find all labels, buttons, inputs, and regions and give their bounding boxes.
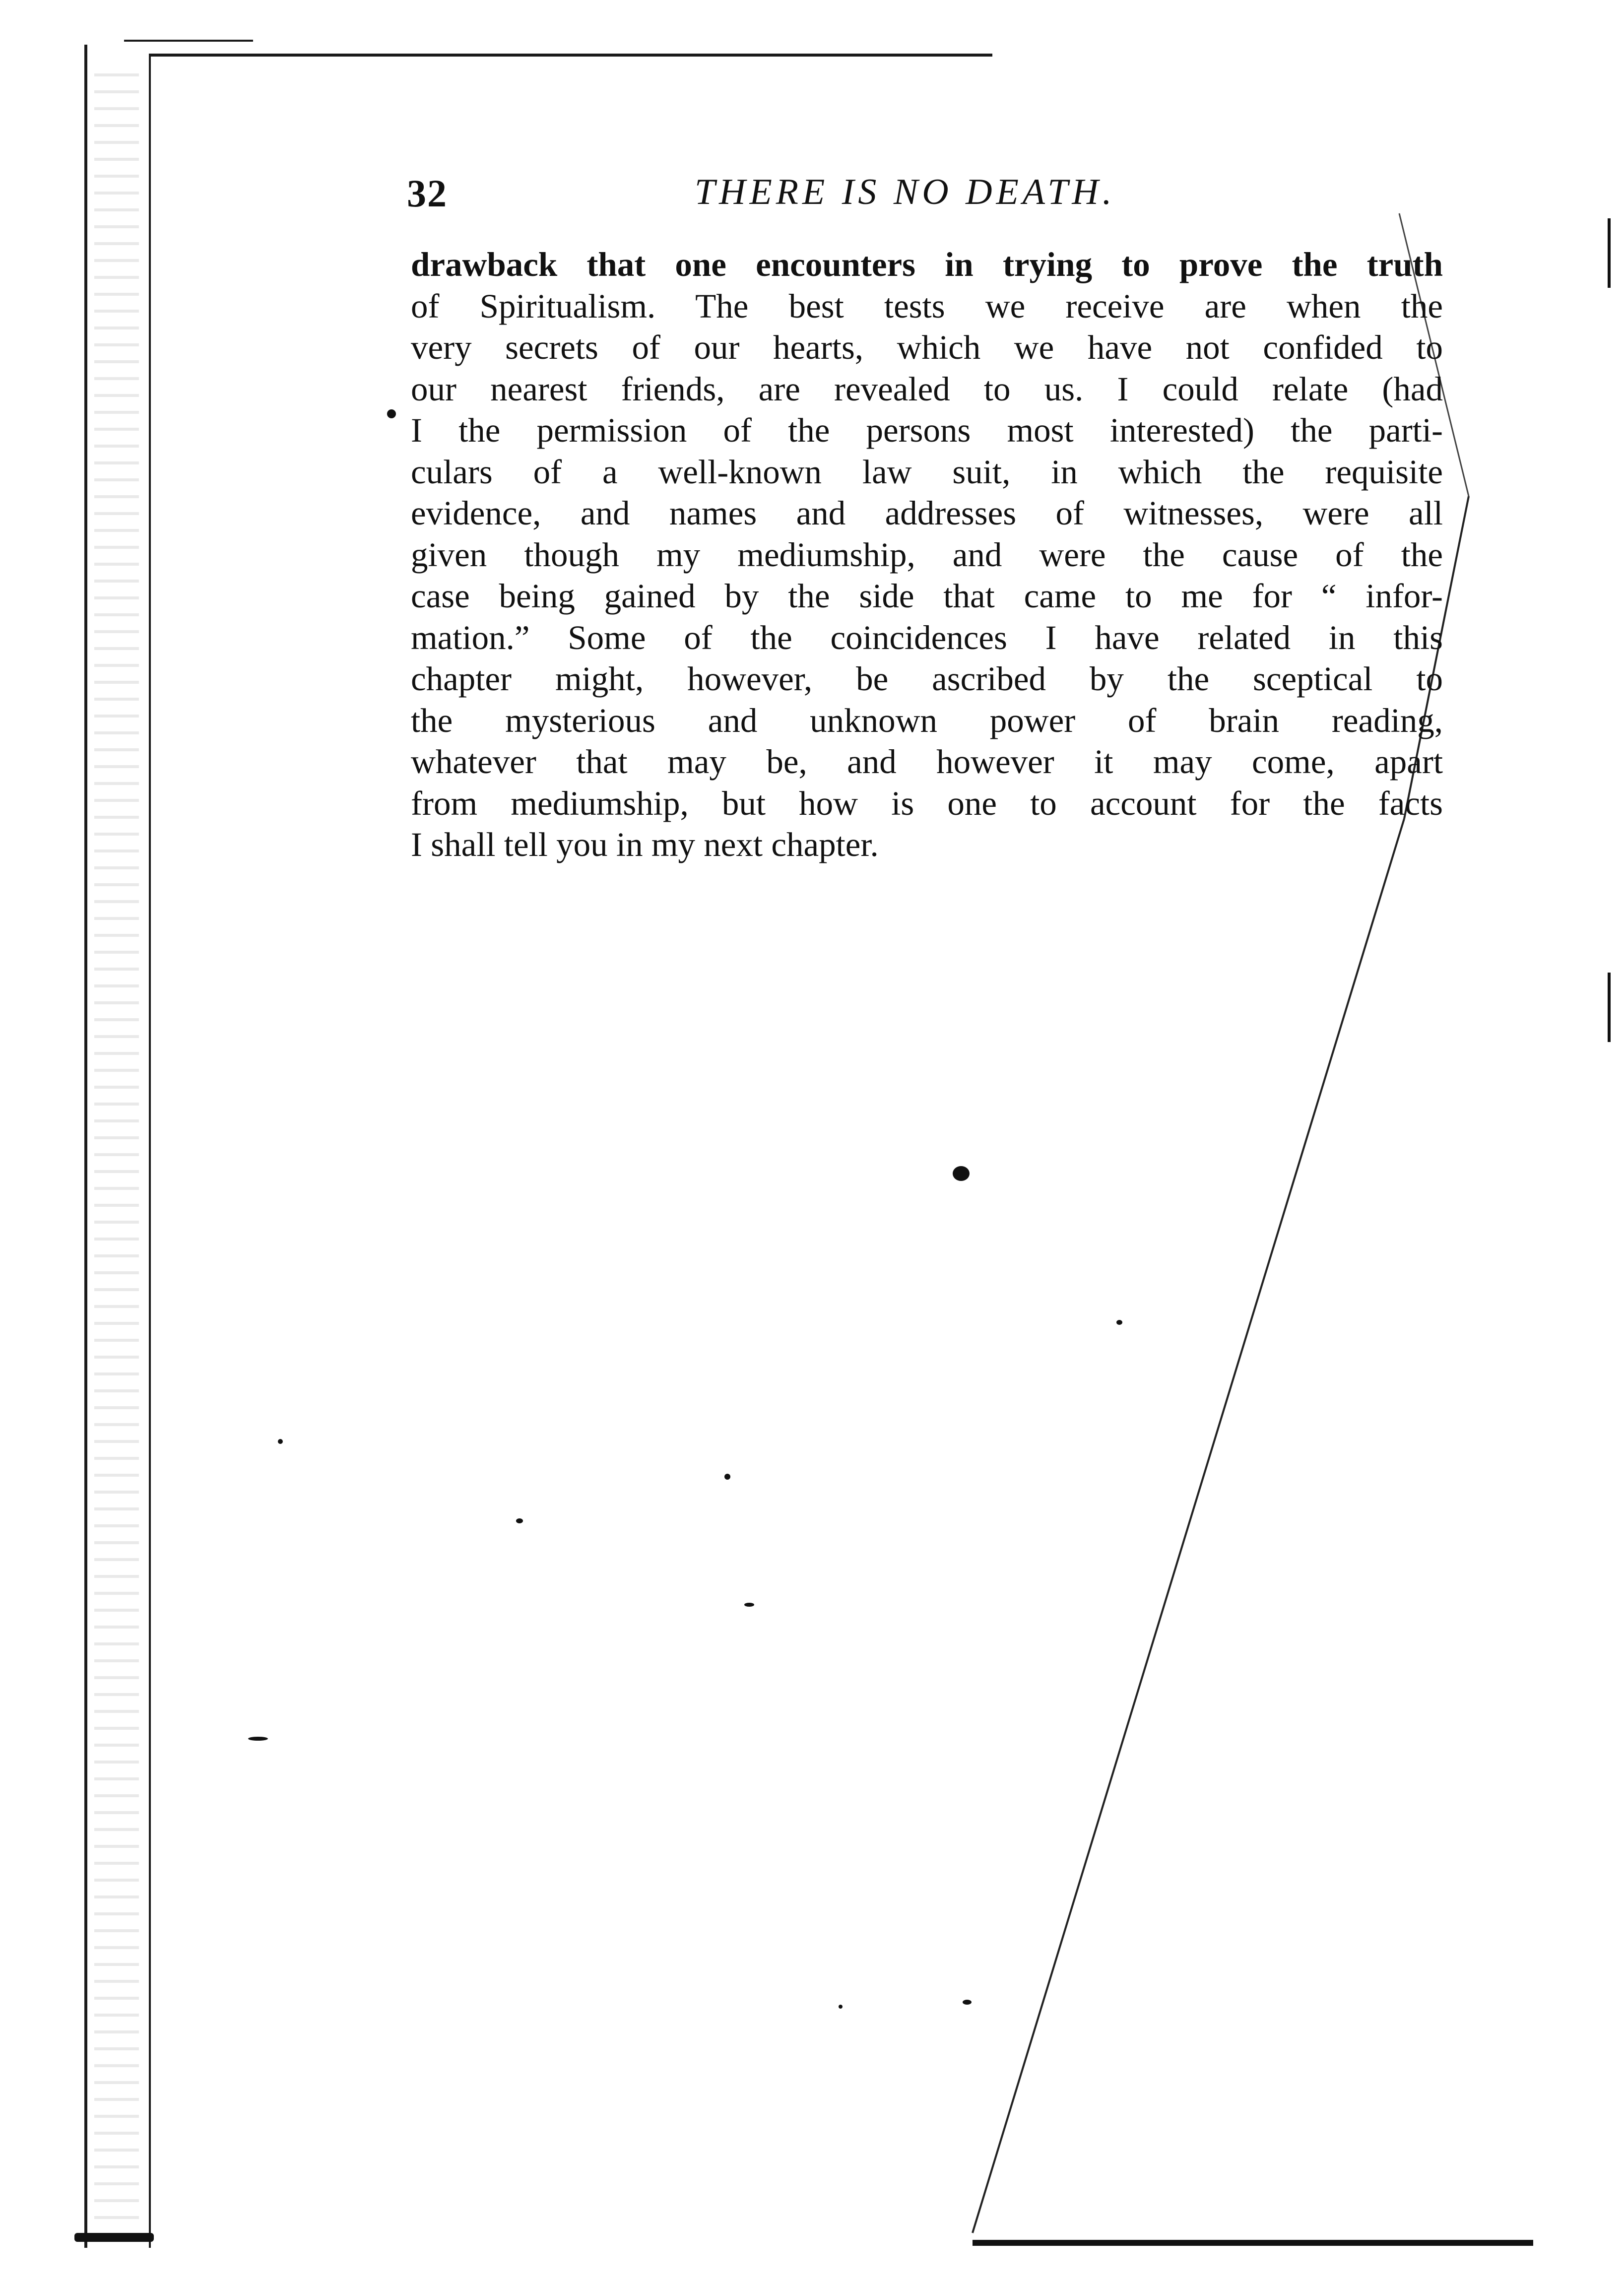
ink-speck xyxy=(953,1166,970,1181)
ink-speck xyxy=(248,1737,268,1741)
ink-speck xyxy=(516,1518,523,1523)
ink-speck xyxy=(278,1439,283,1444)
ink-speck xyxy=(963,2000,972,2005)
text-line: evidence, and names and addresses of witnesses, were all xyxy=(411,494,1443,532)
ink-speck xyxy=(387,409,396,418)
text-line: our nearest friends, are revealed to us. I could relate (had xyxy=(411,370,1443,408)
ink-speck xyxy=(724,1474,730,1480)
text-line: drawback that one encounters in trying to prove the truth xyxy=(411,246,1443,283)
text-line: I the permission of the persons most interested) the parti- xyxy=(411,411,1443,449)
text-line: case being gained by the side that came to me for “ infor- xyxy=(411,577,1443,615)
text-line: mation.” Some of the coincidences I have related in this xyxy=(411,618,1443,656)
body-text xyxy=(411,244,1443,866)
text-line: from mediumship, but how is one to account for the facts xyxy=(411,784,1443,822)
text-line: of Spiritualism. The best tests we receive are when the xyxy=(411,287,1443,325)
page-number: 32 xyxy=(407,172,448,215)
ink-speck xyxy=(839,2005,843,2009)
ink-speck xyxy=(1116,1320,1122,1325)
running-title: THERE IS NO DEATH. xyxy=(695,172,1116,212)
text-line: culars of a well-known law suit, in which the requisite xyxy=(411,453,1443,491)
ink-speck xyxy=(744,1603,754,1607)
text-line: the mysterious and unknown power of brain reading, xyxy=(411,701,1443,739)
text-line: whatever that may be, and however it may come, apart xyxy=(411,743,1443,781)
text-line: given though my mediumship, and were the cause of the xyxy=(411,535,1443,574)
text-line: I shall tell you in my next chapter. xyxy=(411,826,879,863)
running-head xyxy=(407,166,1444,221)
text-line: very secrets of our hearts, which we have not confided to xyxy=(411,328,1443,366)
text-line: chapter might, however, be ascribed by the sceptical to xyxy=(411,660,1443,698)
